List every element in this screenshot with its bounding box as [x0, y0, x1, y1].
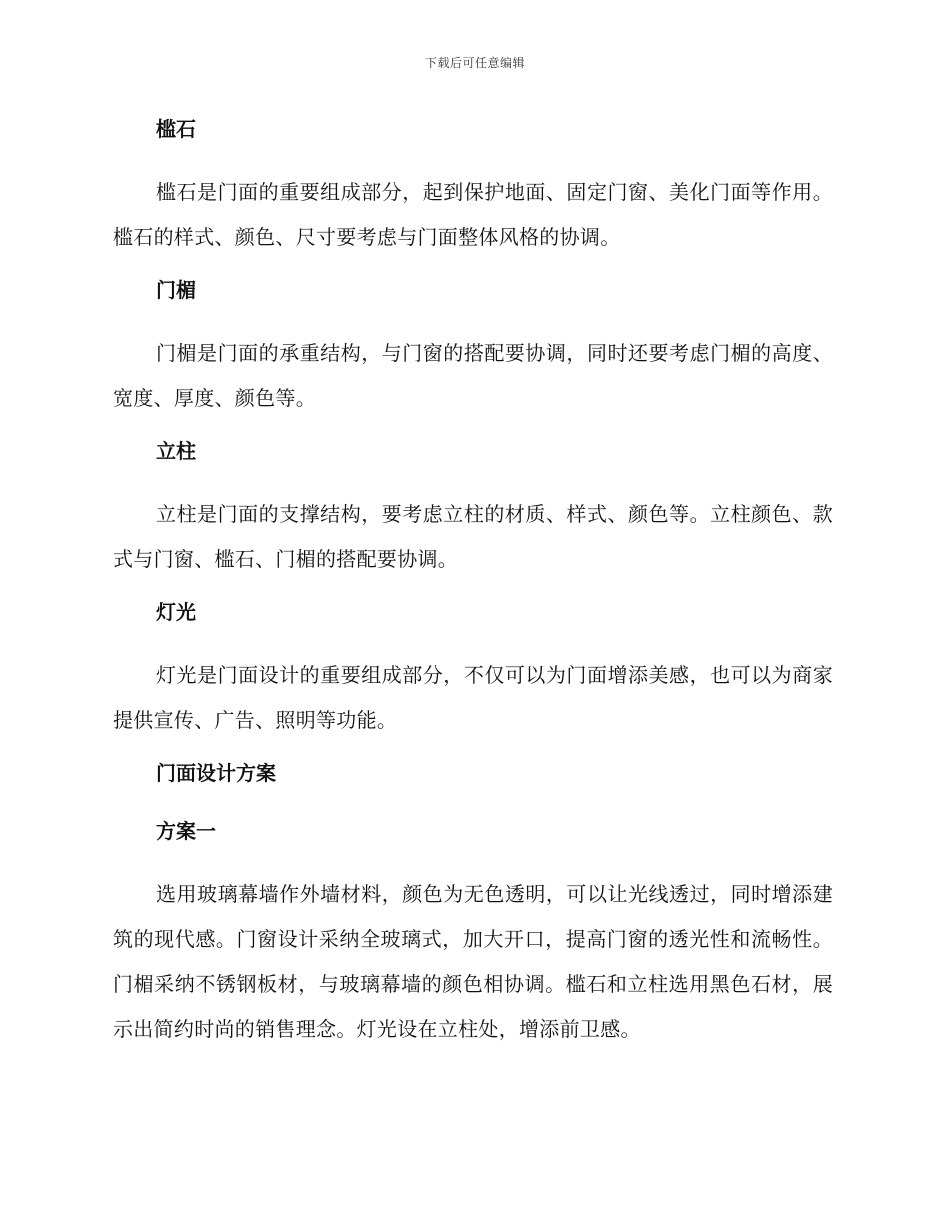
option-one-body: 选用玻璃幕墙作外墙材料，颜色为无色透明，可以让光线透过，同时增添建筑的现代感。门窗设计采纳全玻璃式，加大开口，提高门窗的透光性和流畅性。门楣采纳不锈钢板材，与玻璃幕墙的颜色相协调。槛石和立柱选用黑色石材，展示出简约时尚的销售理念。灯光设在立柱处，增添前卫感。: [113, 882, 833, 1041]
section-body-lighting: 灯光是门面设计的重要组成部分，不仅可以为门面增添美感，也可以为商家提供宣传、广告、照明等功能。: [113, 663, 833, 732]
section-heading-lintel: 门楣: [156, 278, 196, 302]
section-heading-threshold-stone: 槛石: [156, 117, 196, 141]
option-one-heading: 方案一: [156, 819, 216, 843]
document-body: [113, 112, 833, 1065]
section-heading-lighting: 灯光: [156, 600, 196, 624]
page-header-note: 下载后可任意编辑: [424, 56, 525, 70]
section-body-threshold-stone: 槛石是门面的重要组成部分，起到保护地面、固定门窗、美化门面等作用。槛石的样式、颜色、尺寸要考虑与门面整体风格的协调。: [113, 180, 833, 249]
section-heading-pillar: 立柱: [156, 439, 196, 463]
design-plan-heading: 门面设计方案: [156, 761, 276, 785]
section-body-lintel: 门楣是门面的承重结构，与门窗的搭配要协调，同时还要考虑门楣的高度、宽度、厚度、颜色等。: [113, 341, 833, 410]
section-body-pillar: 立柱是门面的支撑结构，要考虑立柱的材质、样式、颜色等。立柱颜色、款式与门窗、槛石、门楣的搭配要协调。: [113, 502, 833, 571]
